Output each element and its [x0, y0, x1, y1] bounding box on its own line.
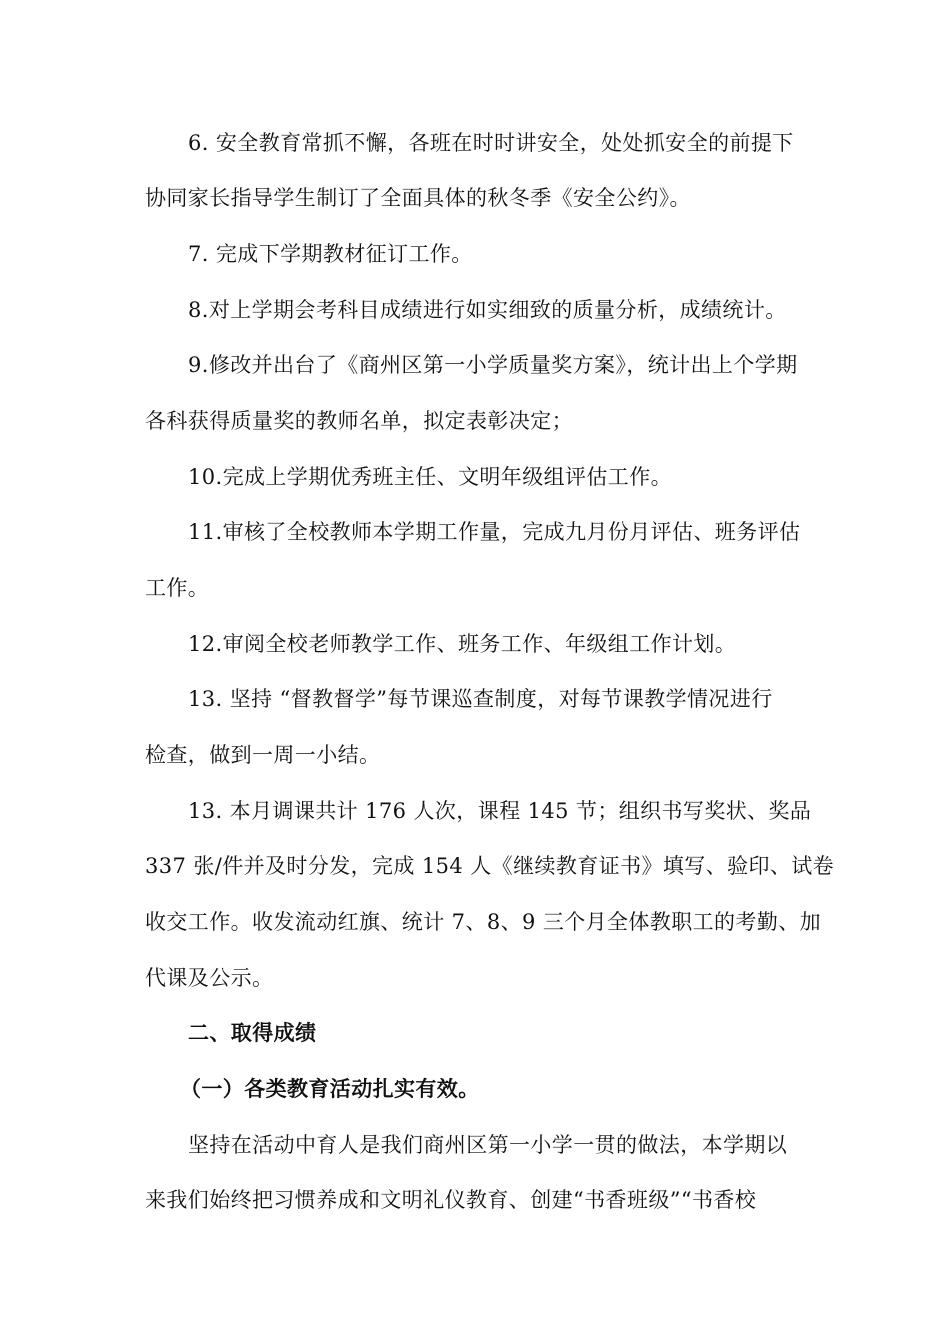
paragraph-6-line-1: 6. 安全教育常抓不懈，各班在时时讲安全，处处抓安全的前提下 — [188, 131, 794, 155]
paragraph-13b-line-4: 代课及公示。 — [145, 966, 274, 990]
paragraph-13a-line-1: 13. 坚持 “督教督学”每节课巡查制度，对每节课教学情况进行 — [188, 687, 773, 711]
closing-paragraph-line-1: 坚持在活动中育人是我们商州区第一小学一贯的做法，本学期以 — [188, 1133, 788, 1157]
paragraph-10: 10.完成上学期优秀班主任、文明年级组评估工作。 — [188, 465, 672, 489]
paragraph-6-line-2: 协同家长指导学生制订了全面具体的秋冬季《安全公约》。 — [145, 186, 691, 210]
paragraph-13b-line-1: 13. 本月调课共计 176 人次，课程 145 节；组织书写奖状、奖品 — [188, 799, 812, 823]
paragraph-13b-line-3: 收交工作。收发流动红旗、统计 7、8、9 三个月全体教职工的考勤、加 — [145, 910, 822, 934]
paragraph-9-line-1: 9.修改并出台了《商州区第一小学质量奖方案》，统计出上个学期 — [188, 353, 798, 377]
paragraph-13b-line-2: 337 张/件并及时分发，完成 154 人《继续教育证书》填写、验印、试卷 — [145, 854, 835, 878]
paragraph-11-line-2: 工作。 — [145, 576, 210, 600]
paragraph-12: 12.审阅全校老师教学工作、班务工作、年级组工作计划。 — [188, 632, 737, 656]
closing-paragraph-line-2: 来我们始终把习惯养成和文明礼仪教育、创建“书香班级”“书香校 — [145, 1188, 757, 1212]
paragraph-13a-line-2: 检查，做到一周一小结。 — [145, 743, 381, 767]
paragraph-11-line-1: 11.审核了全校教师本学期工作量，完成九月份月评估、班务评估 — [188, 520, 801, 544]
section-heading: 二、取得成绩 — [188, 1021, 317, 1045]
paragraph-9-line-2: 各科获得质量奖的教师名单，拟定表彰决定； — [145, 409, 573, 433]
subsection-heading: （一）各类教育活动扎实有效。 — [180, 1077, 480, 1101]
paragraph-8: 8.对上学期会考科目成绩进行如实细致的质量分析，成绩统计。 — [188, 298, 787, 322]
paragraph-7: 7. 完成下学期教材征订工作。 — [188, 242, 473, 266]
